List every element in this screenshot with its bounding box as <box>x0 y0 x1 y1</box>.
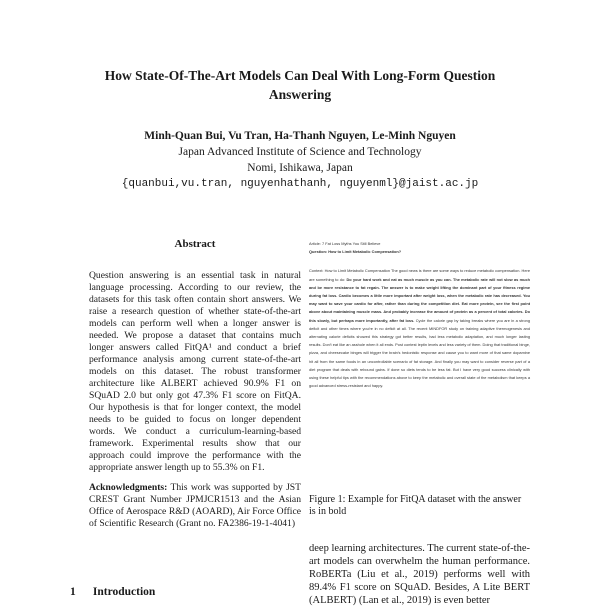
affiliation: Japan Advanced Institute of Science and Technology <box>178 146 422 158</box>
location: Nomi, Ishikawa, Japan <box>247 162 353 174</box>
intro-body-text: deep learning architectures. The current state-of-the-art models can overwhelm the human performance. RoBERTa (Liu et al., 2019) performs well with 89.4% F1 score on SQuAD. Besides, A Lite BERT (ALBERT) (Lan et al., 2019) is even better <box>309 543 530 606</box>
figure-answer: Do your hard work and eat as much muscle as you can. The metabolic rate will not slow as much and be more resistance to fat regain. The answer is to make weight lifting the dominant part of your fitness regime during fat loss. Cardio becomes a little more important after weight loss, when the metabolic rate has decreased. You may want to save your cardio for after, rather than during the competition diet. Eat more protein, see the first point above about maintaining muscle mass. And probably increase the amount of protein as a percent of total calories. Do this slowly, but perhaps more importantly, after fat loss. <box>309 276 530 323</box>
figure-1 <box>309 240 530 390</box>
acknowledgments-text: This work was supported by JST CREST Grant Number JPMJCR1513 and the Asian Office of Aerospace R&D (AOARD), Air Force Office of Scientific Research (Grant no. FA2386-19-1-4041) <box>89 482 301 529</box>
figure-example <box>309 240 530 390</box>
section-number: 1 <box>70 586 76 598</box>
left-column <box>89 238 301 530</box>
acknowledgments-label: Acknowledgments: <box>89 482 168 493</box>
figure-question-line: Question: How to Limit Metabolic Compensation? <box>309 249 402 255</box>
figure-context <box>309 267 530 390</box>
author-block <box>60 128 540 192</box>
author-names: Minh-Quan Bui, Vu Tran, Ha-Thanh Nguyen, Le-Minh Nguyen <box>144 130 456 142</box>
section-heading-introduction <box>70 586 155 598</box>
acknowledgments <box>89 482 301 530</box>
section-title: Introduction <box>92 586 156 598</box>
figure-context-suffix: Cycle the calorie gap by taking breaks where you are in a strong deficit and other times where you're in no deficit at all. The recent MINDFOR study on training adaptive thermogenesis and alternating calorie deficits showed this strategy got better results, had less metabolic adaptation, and much longer lasting results. Don't eat like an asshole when it all ends. Post contest leptin levels and less variety of them. Doing that traditional binge, pizza, and cheesecake binges will trigger the brain's hedonistic response and cause you to want more of that same dopamine hit all from the same foods in an uncontrollable scenario of fat storage. And finally you may want to consider reverse part of a diet program that deals with rebound gains. If done so diets tends to be less fat. But I have very good success clinically with using these helpful tips with the recommendations above to keep the metabolic and overall state of the metabolism that keeps a good advanced stress-resistant and happy. <box>309 317 530 389</box>
figure-context-prefix: Context: How to Limit Metabolic Compensation The good news is there are some ways to reduce metabolic compensation. Here are something to do: <box>309 268 530 282</box>
paper-title: How State-Of-The-Art Models Can Deal With Long-Form Question Answering <box>104 68 496 102</box>
figure-caption: Figure 1: Example for FitQA dataset with the answer is in bold <box>309 494 522 517</box>
abstract-heading: Abstract <box>174 238 216 250</box>
figure-article-line: Article: 7 Fat Loss Myths You Still Believe <box>309 241 381 246</box>
abstract-text: Question answering is an essential task in natural language processing. According to our review, the datasets for this task often contain short answers. We raise a research question of whether state-of-the-art models can perform well when a longer answer is needed. We propose a dataset that contains much longer answers called FitQA¹ and conduct a brief performance analysis among current state-of-the-art models on this dataset. The robust transformer architecture like ALBERT achieved 90.9% F1 on SQuAD 2.0 but only got 47.3% F1 score on FitQA. Our hypothesis is that for longer context, the model needs to be guided to focus on longer dependent words. We conduct a curriculum-learning-based framework. Experimental results show that our approach could improve the performance with the appropriate answer length up to 55.3% on F1. <box>89 270 301 473</box>
author-emails: {quanbui,vu.tran, nguyenhathanh, nguyenml}@jaist.ac.jp <box>121 178 479 190</box>
